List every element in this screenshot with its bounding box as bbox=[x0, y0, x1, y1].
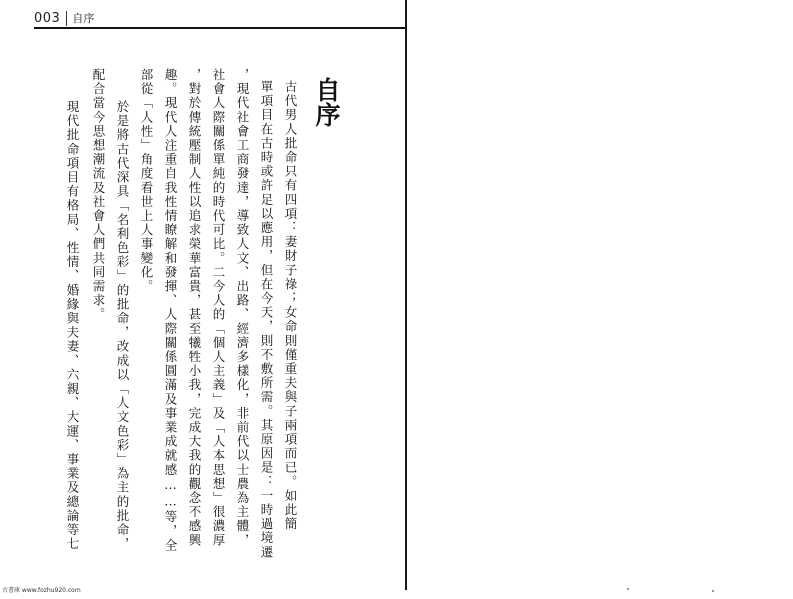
page-title: 自序 bbox=[312, 77, 341, 127]
text-column: 配合當今思想潮流及社會人們共同需求。 bbox=[91, 68, 106, 322]
blank-facing-page bbox=[407, 0, 793, 599]
text-column: 古代男人批命只有四項：妻財子祿；女命則僅重夫與子兩項而已。如此簡 bbox=[283, 80, 298, 532]
page-number: 003 bbox=[34, 11, 67, 26]
page-header bbox=[34, 9, 94, 27]
scan-speck bbox=[712, 590, 714, 592]
header-rule bbox=[34, 27, 405, 29]
text-column: 社會人際關係單純的時代可比。二今人的「個人主義」及「人本思想」很濃厚 bbox=[211, 68, 226, 548]
scan-speck bbox=[627, 588, 629, 590]
watermark-footer: 古書庫 www.fozhu920.com bbox=[2, 587, 81, 594]
text-column: ，對於傳統壓制人性以追求榮華富貴，甚至犧牲小我，完成大我的觀念不感興 bbox=[187, 68, 202, 548]
text-column: 於是將古代深具「名利色彩」的批命，改成以「人文色彩」為主的批命， bbox=[115, 100, 130, 552]
text-column: ，現代社會工商發達，導致人文、出路、經濟多樣化，非前代以士農為主體， bbox=[235, 68, 250, 548]
text-column: 單項目在古時或許足以應用，但在今天，則不敷所需。其原因是：一時過境遷 bbox=[259, 80, 274, 560]
text-column: 現代批命項目有格局、性情、婚緣與夫妻、六親、大運、事業及總論等七 bbox=[65, 100, 80, 552]
section-title: 自序 bbox=[72, 12, 95, 25]
text-column: 趣。現代人注重自我性情瞭解和發揮、人際關係圓滿及事業成就感……等，全 bbox=[163, 68, 178, 553]
text-column: 部從「人性」角度看世上人事變化。 bbox=[139, 68, 154, 294]
